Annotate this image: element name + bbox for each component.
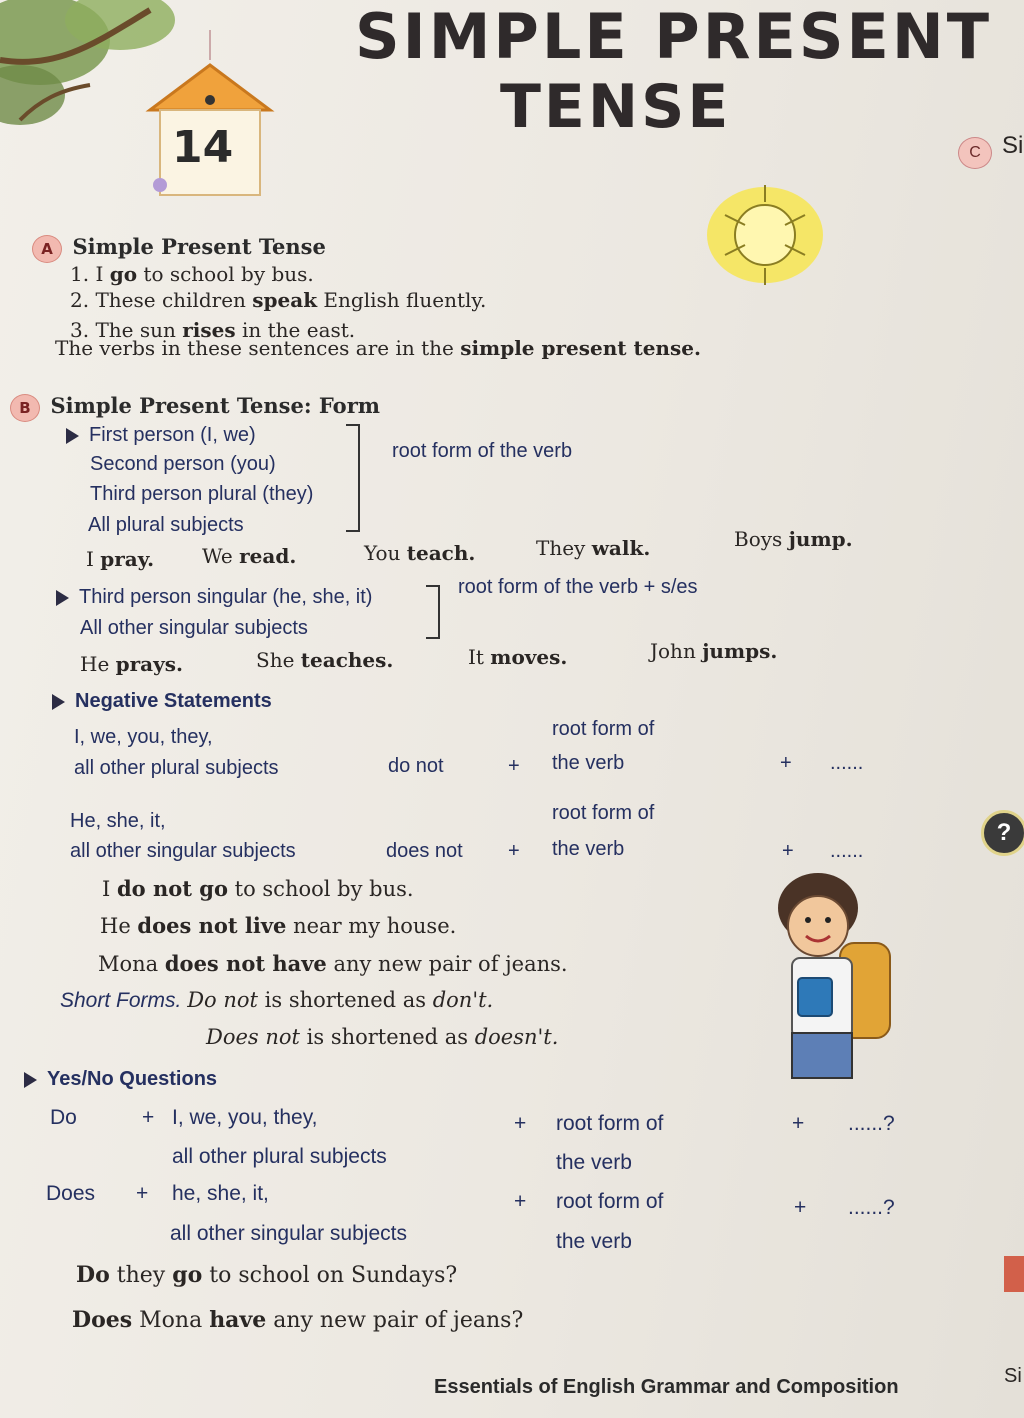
chapter-number: 14	[172, 122, 234, 173]
example-verb: pray.	[100, 547, 155, 571]
example-subject: It	[468, 645, 491, 669]
question-mark-icon: ?	[981, 810, 1024, 856]
example-subject: They	[536, 536, 592, 560]
negative-row2-plus: +	[508, 840, 520, 862]
group1-subject: Third person plural (they)	[90, 483, 314, 505]
sentence-verb: speak	[252, 288, 318, 312]
group1-rule: root form of the verb	[392, 440, 573, 462]
questions-row1-plus: +	[142, 1106, 155, 1129]
negative-row1-aux: do not	[388, 755, 444, 777]
negative-row2-subject: all other singular subjects	[70, 840, 296, 862]
example-bold: does not live	[137, 913, 287, 938]
section-b-header	[10, 393, 380, 422]
questions-row1-plus3: +	[792, 1112, 805, 1135]
sentence-text: I	[95, 262, 110, 286]
sentence-text: in the east.	[235, 318, 356, 342]
negative-row2-root: root form of	[552, 802, 655, 824]
short-form-result: don't.	[432, 988, 494, 1012]
group2-example	[256, 648, 393, 672]
questions-row1-aux: Do	[50, 1106, 77, 1129]
example-text: I	[102, 877, 117, 901]
questions-heading-text: Yes/No Questions	[47, 1068, 218, 1090]
short-form-term: Do not	[187, 988, 258, 1012]
subject-text: Third person singular (he, she, it)	[79, 586, 373, 608]
section-a-header	[32, 234, 326, 263]
group2-rule: root form of the verb + s/es	[458, 576, 698, 598]
group1-example	[86, 547, 154, 571]
group2-subject	[56, 586, 372, 609]
example-bold: do not go	[116, 876, 228, 901]
questions-row2-dots: ......?	[848, 1196, 895, 1219]
bullet-triangle-icon	[24, 1072, 37, 1088]
example-verb: teaches.	[300, 648, 394, 672]
example-text: they	[109, 1263, 173, 1288]
example-subject: John	[650, 639, 703, 663]
section-b-badge: B	[10, 394, 40, 422]
note-text: The verbs in these sentences are in the	[55, 336, 461, 360]
question-example	[72, 1307, 523, 1333]
example-subject: She	[256, 648, 301, 672]
group1-subject	[66, 424, 256, 447]
questions-row1-plus2: +	[514, 1112, 527, 1135]
example-verb: read.	[239, 544, 297, 568]
section-a-sentence	[70, 288, 486, 312]
example-text: Mona	[132, 1308, 210, 1333]
short-form-text: is shortened as	[257, 988, 433, 1012]
questions-row1-subject: I, we, you, they,	[172, 1106, 318, 1129]
schoolboy-illustration	[770, 868, 910, 1088]
example-verb: walk.	[591, 536, 651, 560]
sentence-text: English fluently.	[317, 288, 487, 312]
negative-row2-dots: ......	[830, 840, 864, 862]
question-example	[76, 1262, 457, 1288]
example-text: any new pair of jeans.	[326, 952, 568, 976]
subject-text: First person (I, we)	[89, 424, 256, 446]
example-bold: have	[209, 1307, 267, 1333]
group2-example	[468, 645, 567, 669]
example-subject: I	[86, 547, 101, 571]
example-text: any new pair of jeans?	[266, 1308, 524, 1333]
example-text: near my house.	[286, 914, 457, 938]
house-chapter-icon	[140, 30, 280, 200]
questions-row2-root: the verb	[556, 1230, 632, 1253]
negative-row1-dots: ......	[830, 752, 864, 774]
side-tab-c-badge: C	[958, 137, 992, 169]
section-a-sentence	[70, 262, 314, 286]
example-verb: moves.	[490, 645, 568, 669]
example-subject: You	[364, 541, 407, 565]
sentence-number: 3.	[70, 318, 90, 342]
example-subject: Boys	[734, 527, 789, 551]
group2-subject: All other singular subjects	[80, 617, 308, 639]
questions-row2-subject: all other singular subjects	[170, 1222, 407, 1245]
side-text-bottom: Si	[1004, 1365, 1022, 1387]
example-bold: go	[172, 1262, 203, 1288]
section-b-heading: Simple Present Tense: Form	[50, 393, 380, 418]
example-text: Mona	[98, 952, 165, 976]
group1-example	[536, 536, 650, 560]
short-forms-line1	[60, 988, 493, 1013]
example-aux: Do	[76, 1262, 110, 1288]
questions-row1-root: root form of	[556, 1112, 664, 1135]
chapter-title-line2: TENSE	[500, 72, 732, 142]
negative-example	[98, 951, 568, 976]
example-subject: We	[202, 544, 240, 568]
sentence-text: The sun	[95, 318, 183, 342]
group2-bracket	[426, 585, 440, 639]
negative-heading-text: Negative Statements	[75, 690, 272, 712]
bullet-triangle-icon	[66, 428, 79, 444]
example-text: to school on Sundays?	[202, 1263, 458, 1288]
example-verb: jump.	[788, 527, 853, 551]
negative-example	[102, 876, 414, 901]
negative-row2-subject: He, she, it,	[70, 810, 166, 832]
sentence-verb: go	[109, 262, 138, 286]
negative-row1-plus: +	[508, 755, 520, 777]
questions-row2-root: root form of	[556, 1190, 664, 1213]
chapter-title-line1: SIMPLE PRESENT	[355, 0, 993, 73]
negative-heading	[52, 690, 272, 713]
questions-row1-dots: ......?	[848, 1112, 895, 1135]
negative-row2-aux: does not	[386, 840, 463, 862]
short-form-result: doesn't.	[474, 1025, 559, 1049]
questions-row2-plus: +	[136, 1182, 149, 1205]
footer-book-title: Essentials of English Grammar and Composition	[434, 1376, 899, 1398]
negative-row1-subject: all other plural subjects	[74, 757, 279, 779]
section-a-heading: Simple Present Tense	[72, 234, 326, 259]
negative-row1-root: root form of	[552, 718, 655, 740]
group1-subject: All plural subjects	[88, 514, 244, 536]
short-form-term: Does not	[206, 1025, 300, 1049]
section-a-badge: A	[32, 235, 62, 263]
example-text: to school by bus.	[227, 877, 414, 901]
sun-illustration	[700, 180, 830, 290]
note-bold: simple present tense.	[460, 336, 701, 360]
group1-example	[364, 541, 475, 565]
sentence-verb: rises	[182, 318, 236, 342]
negative-row2-plus2: +	[782, 840, 794, 862]
questions-row1-root: the verb	[556, 1151, 632, 1174]
example-verb: jumps.	[702, 639, 778, 663]
negative-row1-subject: I, we, you, they,	[74, 726, 213, 748]
example-subject: He	[80, 652, 116, 676]
questions-row2-subject: he, she, it,	[172, 1182, 269, 1205]
questions-heading	[24, 1068, 217, 1091]
short-forms-label: Short Forms.	[60, 989, 182, 1012]
group1-subject: Second person (you)	[90, 453, 276, 475]
group1-bracket	[346, 424, 360, 532]
side-tab-c-text: Si	[1002, 132, 1024, 159]
negative-row2-root: the verb	[552, 838, 625, 860]
sentence-number: 1.	[70, 262, 90, 286]
example-bold: does not have	[164, 951, 327, 976]
example-verb: prays.	[115, 652, 183, 676]
group2-example	[650, 639, 777, 663]
example-verb: teach.	[406, 541, 476, 565]
sentence-text: These children	[95, 288, 253, 312]
sentence-text: to school by bus.	[137, 262, 314, 286]
group1-example	[734, 527, 853, 551]
short-forms-line2	[206, 1025, 558, 1050]
questions-row1-subject: all other plural subjects	[172, 1145, 387, 1168]
sentence-number: 2.	[70, 288, 90, 312]
group2-example	[80, 652, 183, 676]
questions-row2-aux: Does	[46, 1182, 96, 1205]
group1-example	[202, 544, 296, 568]
bullet-triangle-icon	[56, 590, 69, 606]
side-tab-marker	[1004, 1256, 1024, 1292]
example-text: He	[100, 914, 138, 938]
negative-row1-plus2: +	[780, 752, 792, 774]
section-a-note	[55, 336, 701, 360]
bullet-triangle-icon	[52, 694, 65, 710]
questions-row2-plus3: +	[794, 1196, 807, 1219]
negative-example	[100, 913, 456, 938]
short-form-text: is shortened as	[299, 1025, 475, 1049]
negative-row1-root: the verb	[552, 752, 625, 774]
questions-row2-plus2: +	[514, 1190, 527, 1213]
example-aux: Does	[72, 1307, 133, 1333]
